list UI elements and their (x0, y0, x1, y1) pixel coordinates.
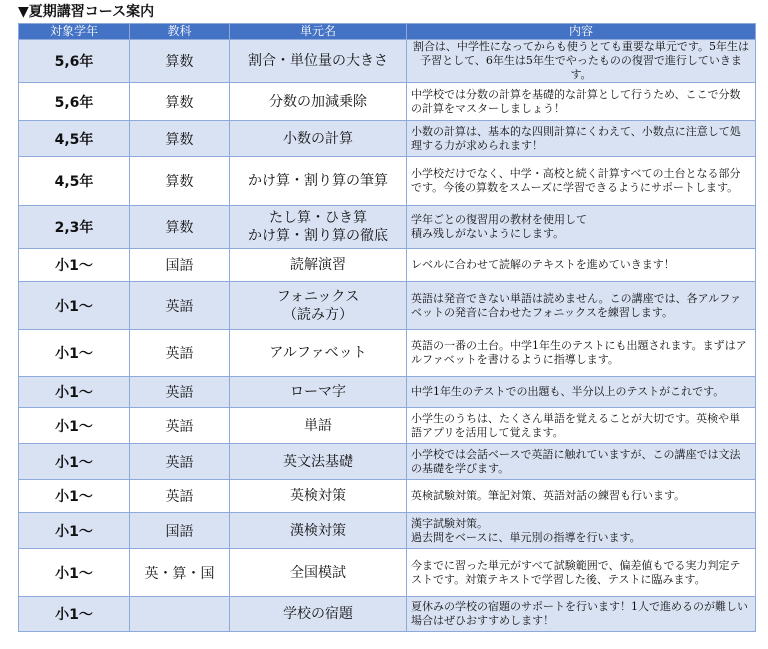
content-cell: 小数の計算は、基本的な四則計算にくわえて、小数点に注意して処理する力が求められます！ (407, 121, 756, 157)
table-row (19, 249, 756, 282)
subject-cell: 英語 (130, 282, 230, 330)
header-subject: 教科 (130, 24, 230, 40)
unit-cell: ローマ字 (230, 377, 407, 408)
table-row (19, 282, 756, 330)
unit-cell: たし算・ひき算 かけ算・割り算の徹底 (230, 206, 407, 249)
course-table (18, 23, 756, 632)
grade-cell: 2,3年 (19, 206, 130, 249)
subject-cell: 算数 (130, 157, 230, 206)
table-row (19, 83, 756, 121)
content-cell: 中学1年生のテストでの出題も、半分以上のテストがこれです。 (407, 377, 756, 408)
grade-cell: 4,5年 (19, 157, 130, 206)
header-grade: 対象学年 (19, 24, 130, 40)
content-cell: 中学校では分数の計算を基礎的な計算として行うため、ここで分数の計算をマスターしましょう！ (407, 83, 756, 121)
unit-cell: 全国模試 (230, 549, 407, 597)
table-row (19, 330, 756, 377)
content-cell: 今までに習った単元がすべて試験範囲で、偏差値もでる実力判定テストです。対策テキストで学習した後、テストに臨みます。 (407, 549, 756, 597)
unit-cell: 読解演習 (230, 249, 407, 282)
unit-cell: 英検対策 (230, 480, 407, 513)
subject-cell: 英語 (130, 377, 230, 408)
subject-cell: 英語 (130, 408, 230, 444)
content-cell: 小学生のうちは、たくさん単語を覚えることが大切です。英検や単語アプリを活用して覚えます。 (407, 408, 756, 444)
content-cell: 夏休みの学校の宿題のサポートを行います！1人で進めるのが難しい場合はぜひおすすめします！ (407, 597, 756, 632)
table-row (19, 513, 756, 549)
content-cell: 英検試験対策。筆記対策、英語対話の練習も行います。 (407, 480, 756, 513)
subject-cell: 英語 (130, 480, 230, 513)
unit-cell: かけ算・割り算の筆算 (230, 157, 407, 206)
content-cell: 小学校だけでなく、中学・高校と続く計算すべての土台となる部分です。今後の算数をスムーズに学習できるようにサポートします。 (407, 157, 756, 206)
grade-cell: 小1～ (19, 249, 130, 282)
subject-cell: 国語 (130, 513, 230, 549)
content-cell: 小学校では会話ベースで英語に触れていますが、この講座では文法の基礎を学びます。 (407, 444, 756, 480)
subject-cell: 算数 (130, 40, 230, 83)
grade-cell: 小1～ (19, 408, 130, 444)
table-row (19, 206, 756, 249)
grade-cell: 小1～ (19, 444, 130, 480)
content-cell: 英語は発音できない単語は読めません。この講座では、各アルファベットの発音に合わせたフォニックスを練習します。 (407, 282, 756, 330)
unit-cell: 学校の宿題 (230, 597, 407, 632)
table-header-row (19, 24, 756, 40)
grade-cell: 小1～ (19, 282, 130, 330)
table-row (19, 377, 756, 408)
unit-cell: 分数の加減乗除 (230, 83, 407, 121)
subject-cell: 国語 (130, 249, 230, 282)
unit-cell: 漢検対策 (230, 513, 407, 549)
table-row (19, 549, 756, 597)
subject-cell: 英・算・国 (130, 549, 230, 597)
unit-cell: フォニックス （読み方） (230, 282, 407, 330)
page-title: ▼夏期講習コース案内 (18, 4, 155, 20)
subject-cell: 英語 (130, 444, 230, 480)
grade-cell: 小1～ (19, 377, 130, 408)
subject-cell: 算数 (130, 206, 230, 249)
table-row (19, 480, 756, 513)
table-row (19, 40, 756, 83)
table-row (19, 444, 756, 480)
table-row (19, 121, 756, 157)
content-cell: レベルに合わせて読解のテキストを進めていきます！ (407, 249, 756, 282)
unit-cell: 英文法基礎 (230, 444, 407, 480)
grade-cell: 小1～ (19, 549, 130, 597)
grade-cell: 小1～ (19, 330, 130, 377)
unit-cell: 小数の計算 (230, 121, 407, 157)
grade-cell: 小1～ (19, 597, 130, 632)
content-cell: 学年ごとの復習用の教材を使用して 積み残しがないようにします。 (407, 206, 756, 249)
grade-cell: 5,6年 (19, 83, 130, 121)
content-cell: 割合は、中学性になってからも使うとても重要な単元です。5年生は予習として、6年生は5年生でやったものの復習で進行していきます。 (407, 40, 756, 83)
table-row (19, 597, 756, 632)
table-row (19, 157, 756, 206)
content-cell: 英語の一番の土台。中学1年生のテストにも出題されます。まずはアルファベットを書けるように指導します。 (407, 330, 756, 377)
grade-cell: 5,6年 (19, 40, 130, 83)
grade-cell: 4,5年 (19, 121, 130, 157)
subject-cell: 算数 (130, 121, 230, 157)
unit-cell: アルファベット (230, 330, 407, 377)
unit-cell: 割合・単位量の大きさ (230, 40, 407, 83)
content-cell: 漢字試験対策。 過去問をベースに、単元別の指導を行います。 (407, 513, 756, 549)
unit-cell: 単語 (230, 408, 407, 444)
table-row (19, 408, 756, 444)
subject-cell: 英語 (130, 330, 230, 377)
subject-cell (130, 597, 230, 632)
grade-cell: 小1～ (19, 480, 130, 513)
header-unit: 単元名 (230, 24, 407, 40)
subject-cell: 算数 (130, 83, 230, 121)
grade-cell: 小1～ (19, 513, 130, 549)
header-content: 内容 (407, 24, 756, 40)
